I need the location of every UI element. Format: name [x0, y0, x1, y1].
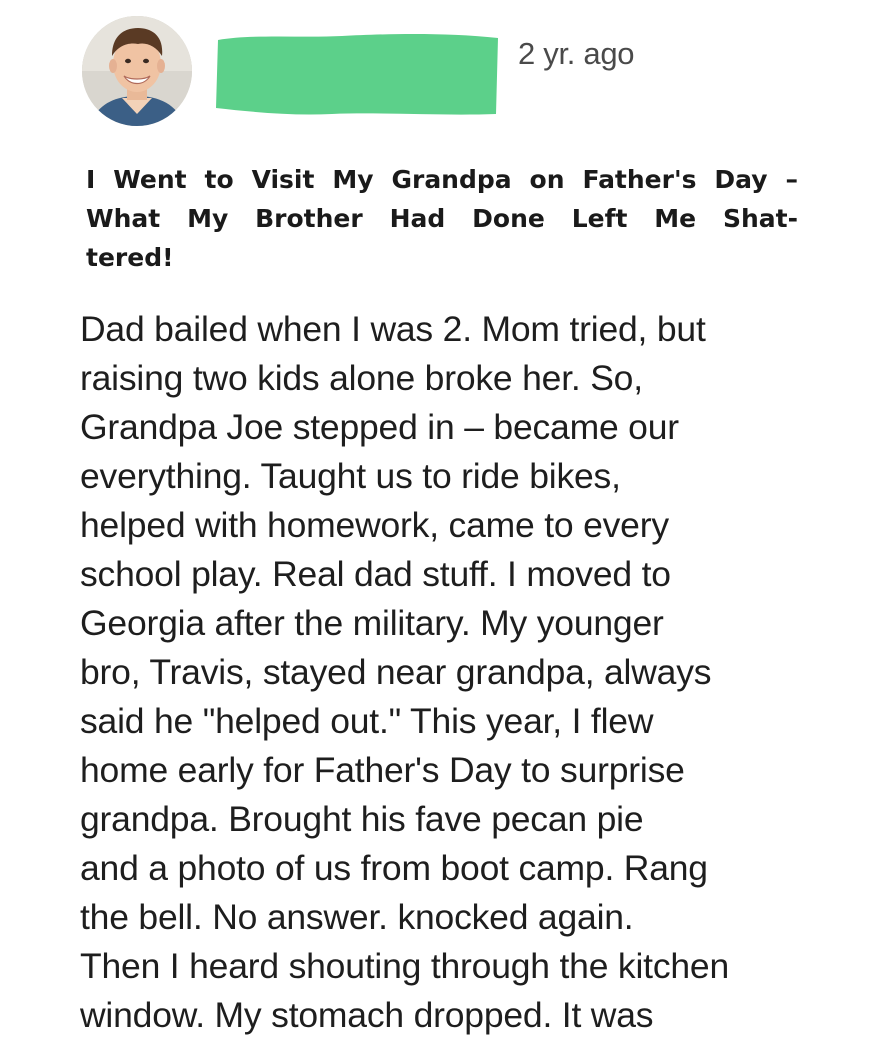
body-line: Dad bailed when I was 2. Mom tried, but [80, 309, 706, 349]
body-line: everything. Taught us to ride bikes, [80, 456, 621, 496]
body-line: the bell. No answer. knocked again. [80, 897, 634, 937]
post-timestamp: 2 yr. ago [518, 36, 635, 71]
post-header [82, 16, 802, 132]
post-body [80, 305, 870, 1040]
body-line: home early for Father's Day to surprise [80, 750, 685, 790]
title-line: tered! [86, 243, 174, 272]
body-line: Then I heard shouting through the kitchen [80, 946, 730, 986]
body-line: window. My stomach dropped. It was [80, 995, 654, 1035]
body-line: raising two kids alone broke her. So, [80, 358, 643, 398]
body-line: Grandpa Joe stepped in – became our [80, 407, 679, 447]
author-name-redaction[interactable] [212, 26, 502, 118]
body-line: and a photo of us from boot camp. Rang [80, 848, 708, 888]
body-line: helped with homework, came to every [80, 505, 669, 545]
avatar-portrait-icon [82, 16, 192, 126]
body-line: said he "helped out." This year, I flew [80, 701, 654, 741]
author-avatar[interactable] [82, 16, 192, 126]
title-line: What My Brother Had Done Left Me Shat- [86, 204, 798, 233]
title-line: I Went to Visit My Grandpa on Father's Day – [86, 165, 798, 194]
body-line: Georgia after the military. My younger [80, 603, 664, 643]
body-line: bro, Travis, stayed near grandpa, always [80, 652, 712, 692]
body-line: grandpa. Brought his fave pecan pie [80, 799, 644, 839]
body-line: school play. Real dad stuff. I moved to [80, 554, 671, 594]
post-title[interactable] [86, 160, 798, 277]
